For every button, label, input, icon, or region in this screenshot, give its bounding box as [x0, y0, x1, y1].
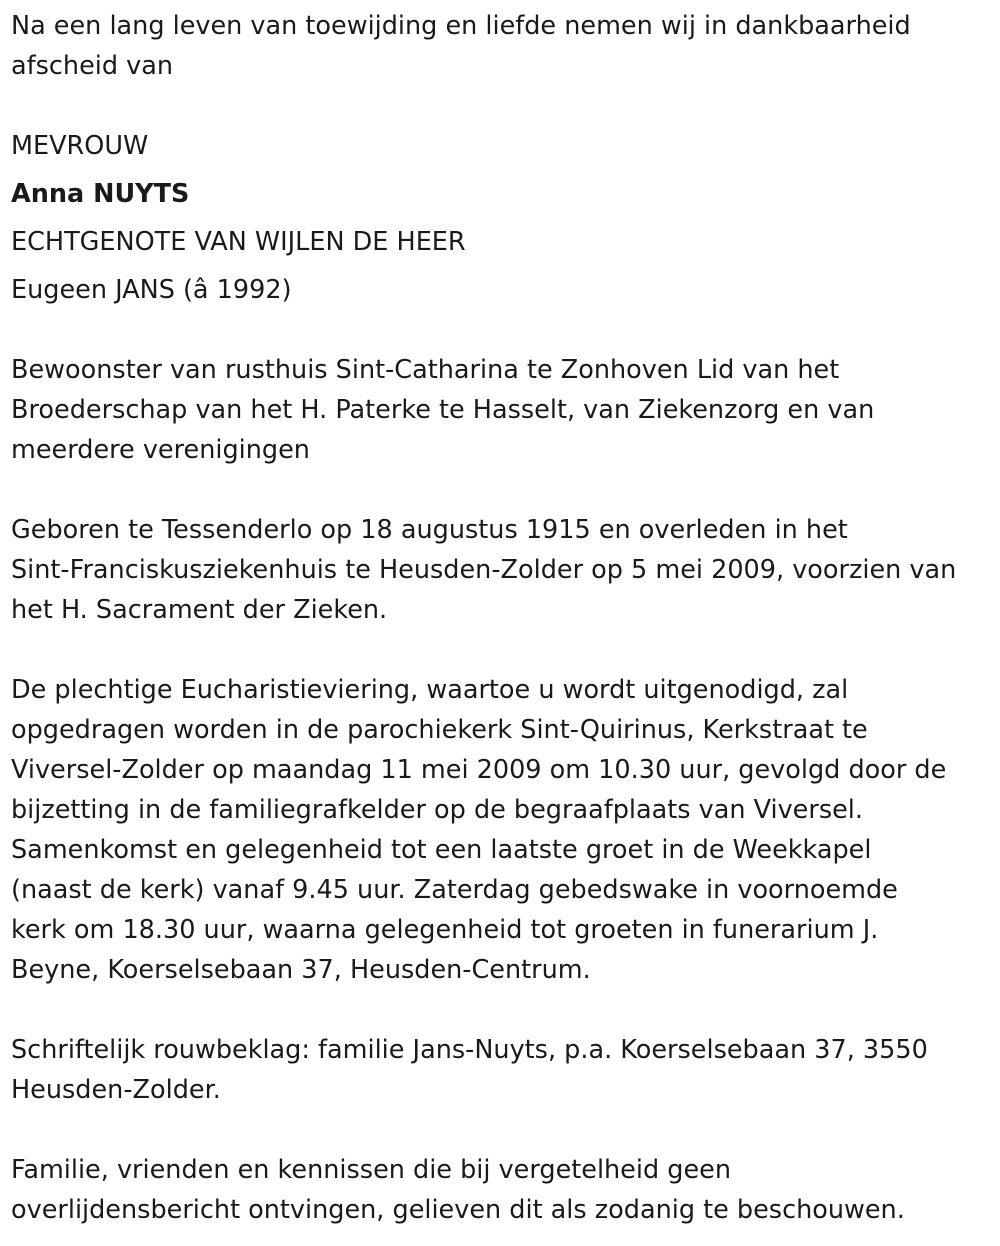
closing-line: overlijdensbericht ontvingen, gelieven dit als zodanig te beschouwen.: [11, 1195, 905, 1225]
residence-line: meerdere verenigingen: [11, 435, 310, 465]
closing-line: Familie, vrienden en kennissen die bij vergetelheid geen: [11, 1155, 731, 1185]
intro-paragraph: [11, 6, 991, 86]
ceremony-paragraph: [11, 670, 991, 990]
deceased-spouse: Eugeen JANS (â 1992): [11, 275, 292, 305]
condolences-line: Heusden-Zolder.: [11, 1075, 221, 1105]
intro-line: afscheid van: [11, 51, 174, 81]
birth-death-line: Sint-Franciskusziekenhuis te Heusden-Zolder op 5 mei 2009, voorzien van: [11, 555, 957, 585]
ceremony-line: (naast de kerk) vanaf 9.45 uur. Zaterdag gebedswake in voornoemde: [11, 875, 898, 905]
ceremony-line: opgedragen worden in de parochiekerk Sint-Quirinus, Kerkstraat te: [11, 715, 868, 745]
condolences-line: Schriftelijk rouwbeklag: familie Jans-Nuyts, p.a. Koerselsebaan 37, 3550: [11, 1035, 928, 1065]
residence-paragraph: [11, 350, 991, 470]
deceased-title: MEVROUW: [11, 131, 149, 161]
birth-death-line: het H. Sacrament der Zieken.: [11, 595, 388, 625]
birth-death-paragraph: [11, 510, 991, 630]
residence-line: Bewoonster van rusthuis Sint-Catharina te Zonhoven Lid van het: [11, 355, 840, 385]
condolences-paragraph: [11, 1030, 991, 1110]
ceremony-line: De plechtige Eucharistieviering, waartoe u wordt uitgenodigd, zal: [11, 675, 849, 705]
birth-death-line: Geboren te Tessenderlo op 18 augustus 1915 en overleden in het: [11, 515, 848, 545]
ceremony-line: Beyne, Koerselsebaan 37, Heusden-Centrum.: [11, 955, 591, 985]
intro-line: Na een lang leven van toewijding en liefde nemen wij in dankbaarheid: [11, 11, 911, 41]
deceased-name: Anna NUYTS: [11, 179, 190, 209]
ceremony-line: bijzetting in de familiegrafkelder op de begraafplaats van Viversel.: [11, 795, 863, 825]
ceremony-line: Viversel-Zolder op maandag 11 mei 2009 om 10.30 uur, gevolgd door de: [11, 755, 947, 785]
residence-line: Broederschap van het H. Paterke te Hasselt, van Ziekenzorg en van: [11, 395, 875, 425]
deceased-relation: ECHTGENOTE VAN WIJLEN DE HEER: [11, 227, 466, 257]
ceremony-line: Samenkomst en gelegenheid tot een laatste groet in de Weekkapel: [11, 835, 872, 865]
ceremony-line: kerk om 18.30 uur, waarna gelegenheid tot groeten in funerarium J.: [11, 915, 879, 945]
deceased-header: [11, 122, 991, 314]
closing-paragraph: [11, 1150, 991, 1230]
